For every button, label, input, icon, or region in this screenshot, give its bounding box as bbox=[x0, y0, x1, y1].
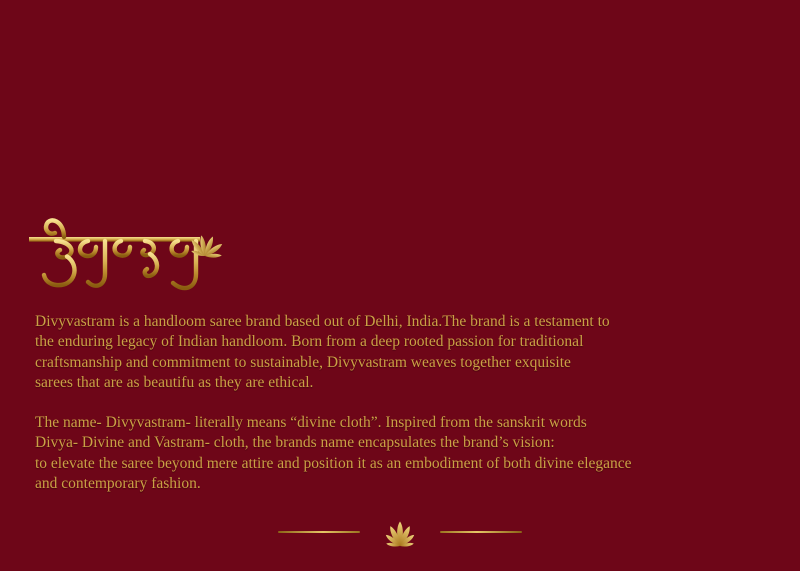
text-line: the enduring legacy of Indian handloom. Born from a deep rooted passion for traditional bbox=[35, 333, 584, 351]
text-line: craftsmanship and commitment to sustainable, Divyvastram weaves together exquisite bbox=[35, 353, 571, 371]
divider-line-right bbox=[440, 531, 522, 533]
text-line: The name- Divyvastram- literally means “divine cloth”. Inspired from the sanskrit words bbox=[35, 414, 587, 432]
lotus-icon bbox=[377, 517, 423, 547]
about-text bbox=[35, 312, 715, 494]
text-line: and contemporary fashion. bbox=[35, 475, 201, 493]
text-line: sarees that are as beautifu as they are ethical. bbox=[35, 373, 314, 391]
brand-logo-calligraphy bbox=[26, 210, 256, 305]
text-line: Divyvastram is a handloom saree brand based out of Delhi, India.The brand is a testament to bbox=[35, 313, 610, 330]
text-line: to elevate the saree beyond mere attire and position it as an embodiment of both divine elegance bbox=[35, 454, 632, 472]
footer-divider bbox=[0, 514, 800, 550]
brand-logo bbox=[26, 210, 256, 305]
text-line: Divya- Divine and Vastram- cloth, the brands name encapsulates the brand’s vision: bbox=[35, 434, 555, 452]
about-paragraph-2 bbox=[35, 413, 715, 494]
about-paragraph-1 bbox=[35, 312, 715, 393]
divider-line-left bbox=[278, 531, 360, 533]
